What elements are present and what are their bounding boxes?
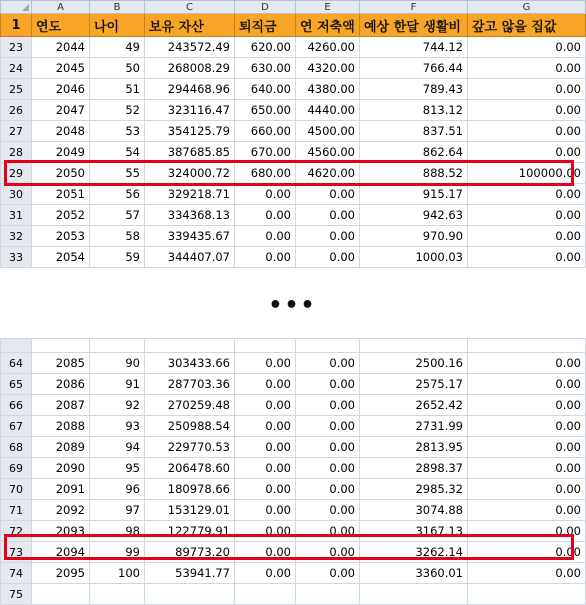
table-cell[interactable]: 0.00 [468, 479, 586, 500]
table-cell[interactable]: 0.00 [296, 563, 360, 584]
table-cell[interactable]: 2087 [32, 395, 90, 416]
table-cell[interactable]: 813.12 [360, 100, 468, 121]
table-cell[interactable]: 55 [90, 163, 145, 184]
table-cell[interactable]: 2086 [32, 374, 90, 395]
table-cell[interactable]: 270259.48 [145, 395, 235, 416]
table-cell[interactable]: 2051 [32, 184, 90, 205]
column-header-e[interactable]: E [296, 1, 360, 14]
table-cell[interactable]: 0.00 [296, 542, 360, 563]
column-title-cell[interactable]: 나이 [90, 14, 145, 37]
row-number[interactable]: 73 [1, 542, 32, 563]
column-title-cell[interactable]: 연 저축액 [296, 14, 360, 37]
table-cell[interactable]: 0.00 [468, 226, 586, 247]
table-cell[interactable]: 54 [90, 142, 145, 163]
table-row [1, 163, 586, 184]
table-cell[interactable]: 0.00 [296, 521, 360, 542]
table-cell[interactable]: 2054 [32, 247, 90, 268]
table-cell[interactable]: 323116.47 [145, 100, 235, 121]
select-all-corner[interactable] [1, 1, 32, 14]
table-cell[interactable]: 268008.29 [145, 58, 235, 79]
table-cell[interactable]: 0.00 [235, 184, 296, 205]
table-cell[interactable]: 2089 [32, 437, 90, 458]
table-cell[interactable]: 4500.00 [296, 121, 360, 142]
row-number[interactable]: 69 [1, 458, 32, 479]
table-cell[interactable]: 0.00 [296, 353, 360, 374]
table-row [1, 205, 586, 226]
omitted-rows-ellipsis: ••• [268, 293, 317, 318]
column-header-d[interactable]: D [235, 1, 296, 14]
table-row [1, 100, 586, 121]
spreadsheet-top-section [0, 0, 585, 270]
table-cell[interactable]: 0.00 [468, 542, 586, 563]
table-cell[interactable]: 2575.17 [360, 374, 468, 395]
table-cell[interactable]: 58 [90, 226, 145, 247]
table-cell[interactable]: 0.00 [296, 416, 360, 437]
table-cell[interactable]: 0.00 [468, 353, 586, 374]
row-number[interactable]: 23 [1, 37, 32, 58]
row-number[interactable]: 30 [1, 184, 32, 205]
table-cell[interactable]: 970.90 [360, 226, 468, 247]
table-cell[interactable] [32, 584, 90, 605]
table-cell[interactable]: 0.00 [468, 100, 586, 121]
table-cell[interactable]: 2813.95 [360, 437, 468, 458]
table-cell[interactable]: 49 [90, 37, 145, 58]
table-cell[interactable]: 630.00 [235, 58, 296, 79]
column-header-b[interactable]: B [90, 1, 145, 14]
table-cell[interactable]: 0.00 [235, 226, 296, 247]
table-row [1, 479, 586, 500]
row-number[interactable]: 74 [1, 563, 32, 584]
table-row [1, 374, 586, 395]
table-cell[interactable]: 4320.00 [296, 58, 360, 79]
table-cell[interactable]: 0.00 [468, 521, 586, 542]
table-row [1, 584, 586, 605]
table-cell[interactable]: 4380.00 [296, 79, 360, 100]
header-row [1, 14, 586, 37]
table-cell[interactable]: 744.12 [360, 37, 468, 58]
table-row [1, 121, 586, 142]
table-cell[interactable]: 57 [90, 205, 145, 226]
table-cell[interactable]: 942.63 [360, 205, 468, 226]
table-cell[interactable]: 2088 [32, 416, 90, 437]
row-number[interactable]: 25 [1, 79, 32, 100]
table-cell[interactable]: 0.00 [468, 416, 586, 437]
table-cell[interactable]: 0.00 [235, 247, 296, 268]
table-cell[interactable]: 0.00 [468, 374, 586, 395]
table-cell[interactable]: 2050 [32, 163, 90, 184]
table-cell[interactable]: 50 [90, 58, 145, 79]
table-cell[interactable]: 2985.32 [360, 479, 468, 500]
table-row [1, 458, 586, 479]
row-number[interactable]: 64 [1, 353, 32, 374]
table-cell[interactable]: 0.00 [468, 37, 586, 58]
table-row [1, 521, 586, 542]
table-cell[interactable]: 2053 [32, 226, 90, 247]
table-cell[interactable]: 59 [90, 247, 145, 268]
row-number[interactable]: 68 [1, 437, 32, 458]
table-cell[interactable]: 287703.36 [145, 374, 235, 395]
table-cell[interactable]: 2045 [32, 58, 90, 79]
row-number[interactable]: 24 [1, 58, 32, 79]
table-cell[interactable]: 93 [90, 416, 145, 437]
table-cell[interactable]: 2095 [32, 563, 90, 584]
table-cell[interactable]: 4440.00 [296, 100, 360, 121]
table-cell[interactable]: 0.00 [296, 458, 360, 479]
table-cell[interactable]: 2046 [32, 79, 90, 100]
table-cell[interactable]: 0.00 [468, 142, 586, 163]
row-number[interactable]: 70 [1, 479, 32, 500]
table-cell[interactable]: 0.00 [235, 353, 296, 374]
column-header-c[interactable]: C [145, 1, 235, 14]
column-title-cell[interactable]: 예상 한달 생활비 [360, 14, 468, 37]
table-cell[interactable]: 294468.96 [145, 79, 235, 100]
column-header-row [1, 1, 586, 14]
table-cell[interactable]: 100 [90, 563, 145, 584]
table-cell[interactable]: 51 [90, 79, 145, 100]
table-cell[interactable]: 303433.66 [145, 353, 235, 374]
table-cell[interactable]: 122779.91 [145, 521, 235, 542]
table-cell[interactable]: 0.00 [235, 395, 296, 416]
table-cell[interactable]: 229770.53 [145, 437, 235, 458]
table-cell[interactable]: 0.00 [468, 437, 586, 458]
table-cell[interactable]: 95 [90, 458, 145, 479]
table-cell[interactable]: 0.00 [468, 247, 586, 268]
table-cell[interactable]: 387685.85 [145, 142, 235, 163]
table-row [1, 353, 586, 374]
table-row [1, 247, 586, 268]
table-row [1, 563, 586, 584]
table-row [1, 542, 586, 563]
row-number[interactable]: 1 [1, 14, 32, 37]
row-number[interactable]: 71 [1, 500, 32, 521]
table-cell[interactable]: 0.00 [468, 58, 586, 79]
table-cell[interactable]: 4620.00 [296, 163, 360, 184]
row-number[interactable]: 72 [1, 521, 32, 542]
table-row [1, 184, 586, 205]
table-cell[interactable]: 3262.14 [360, 542, 468, 563]
table-cell[interactable]: 2049 [32, 142, 90, 163]
column-header-f[interactable]: F [360, 1, 468, 14]
table-cell[interactable]: 0.00 [235, 416, 296, 437]
table-row [1, 79, 586, 100]
table-cell[interactable]: 2731.99 [360, 416, 468, 437]
table-cell[interactable]: 91 [90, 374, 145, 395]
row-number[interactable]: 29 [1, 163, 32, 184]
table-cell[interactable]: 206478.60 [145, 458, 235, 479]
row-number[interactable]: 75 [1, 584, 32, 605]
table-cell[interactable]: 334368.13 [145, 205, 235, 226]
column-title-cell[interactable]: 보유 자산 [145, 14, 235, 37]
table-cell[interactable]: 339435.67 [145, 226, 235, 247]
table-row [1, 437, 586, 458]
table-cell[interactable]: 2091 [32, 479, 90, 500]
table-cell[interactable]: 89773.20 [145, 542, 235, 563]
table-cell[interactable]: 0.00 [235, 205, 296, 226]
table-cell[interactable]: 620.00 [235, 37, 296, 58]
table-cell[interactable]: 0.00 [296, 374, 360, 395]
table-cell[interactable]: 324000.72 [145, 163, 235, 184]
table-cell[interactable]: 56 [90, 184, 145, 205]
table-cell[interactable]: 0.00 [296, 395, 360, 416]
table-cell[interactable]: 0.00 [296, 205, 360, 226]
column-title-cell[interactable]: 갚고 않을 집값 [468, 14, 586, 37]
spreadsheet-grid-bottom [0, 338, 586, 605]
table-row [1, 395, 586, 416]
table-row [1, 58, 586, 79]
table-cell[interactable] [468, 584, 586, 605]
row-number[interactable]: 66 [1, 395, 32, 416]
table-cell[interactable]: 53941.77 [145, 563, 235, 584]
table-cell[interactable]: 915.17 [360, 184, 468, 205]
table-cell[interactable] [90, 584, 145, 605]
table-cell[interactable]: 344407.07 [145, 247, 235, 268]
table-cell[interactable]: 0.00 [296, 437, 360, 458]
row-number[interactable]: 32 [1, 226, 32, 247]
table-cell[interactable]: 0.00 [468, 500, 586, 521]
table-cell[interactable]: 670.00 [235, 142, 296, 163]
table-cell[interactable]: 250988.54 [145, 416, 235, 437]
table-cell[interactable]: 53 [90, 121, 145, 142]
table-cell[interactable]: 0.00 [296, 184, 360, 205]
table-cell[interactable]: 90 [90, 353, 145, 374]
table-cell[interactable]: 0.00 [235, 500, 296, 521]
table-cell[interactable]: 0.00 [468, 121, 586, 142]
table-cell[interactable]: 52 [90, 100, 145, 121]
row-number[interactable]: 28 [1, 142, 32, 163]
table-cell[interactable]: 0.00 [468, 458, 586, 479]
table-cell[interactable]: 837.51 [360, 121, 468, 142]
table-cell[interactable]: 153129.01 [145, 500, 235, 521]
table-cell[interactable]: 329218.71 [145, 184, 235, 205]
table-cell[interactable]: 2090 [32, 458, 90, 479]
table-cell[interactable]: 2093 [32, 521, 90, 542]
table-cell[interactable]: 3360.01 [360, 563, 468, 584]
table-cell[interactable]: 94 [90, 437, 145, 458]
table-cell[interactable]: 0.00 [468, 563, 586, 584]
table-cell[interactable]: 888.52 [360, 163, 468, 184]
table-cell[interactable]: 0.00 [296, 479, 360, 500]
row-number[interactable]: 27 [1, 121, 32, 142]
table-cell[interactable]: 680.00 [235, 163, 296, 184]
table-cell[interactable] [296, 584, 360, 605]
table-cell[interactable]: 0.00 [296, 500, 360, 521]
table-cell[interactable]: 0.00 [235, 437, 296, 458]
table-cell[interactable]: 99 [90, 542, 145, 563]
table-cell[interactable]: 0.00 [235, 521, 296, 542]
table-cell[interactable]: 1000.03 [360, 247, 468, 268]
table-cell[interactable]: 2048 [32, 121, 90, 142]
table-cell[interactable] [145, 584, 235, 605]
table-cell[interactable] [360, 584, 468, 605]
table-cell[interactable]: 2652.42 [360, 395, 468, 416]
row-number[interactable]: 33 [1, 247, 32, 268]
table-cell[interactable]: 0.00 [235, 458, 296, 479]
table-cell[interactable]: 92 [90, 395, 145, 416]
table-cell[interactable]: 3074.88 [360, 500, 468, 521]
table-cell[interactable]: 0.00 [468, 205, 586, 226]
table-cell[interactable]: 180978.66 [145, 479, 235, 500]
table-cell[interactable]: 243572.49 [145, 37, 235, 58]
table-cell[interactable]: 862.64 [360, 142, 468, 163]
table-row [1, 142, 586, 163]
table-row [1, 500, 586, 521]
spreadsheet-bottom-section [0, 338, 585, 601]
table-cell[interactable]: 0.00 [296, 247, 360, 268]
table-cell[interactable]: 0.00 [296, 226, 360, 247]
table-cell[interactable]: 2898.37 [360, 458, 468, 479]
column-header-g[interactable]: G [468, 1, 586, 14]
table-cell[interactable]: 2092 [32, 500, 90, 521]
table-cell[interactable]: 100000.00 [468, 163, 586, 184]
table-cell[interactable]: 2085 [32, 353, 90, 374]
table-cell[interactable]: 2500.16 [360, 353, 468, 374]
table-cell[interactable]: 97 [90, 500, 145, 521]
table-cell[interactable]: 2094 [32, 542, 90, 563]
spreadsheet-grid-top [0, 0, 586, 268]
table-cell[interactable] [235, 584, 296, 605]
row-number[interactable]: 31 [1, 205, 32, 226]
table-row [1, 416, 586, 437]
table-cell[interactable]: 2044 [32, 37, 90, 58]
table-cell[interactable]: 660.00 [235, 121, 296, 142]
table-cell[interactable]: 0.00 [468, 395, 586, 416]
row-number[interactable]: 65 [1, 374, 32, 395]
table-cell[interactable]: 0.00 [235, 563, 296, 584]
partial-row-above [1, 339, 586, 353]
table-cell[interactable]: 4260.00 [296, 37, 360, 58]
table-cell[interactable]: 0.00 [235, 374, 296, 395]
table-cell[interactable]: 0.00 [235, 542, 296, 563]
column-title-cell[interactable]: 연도 [32, 14, 90, 37]
table-cell[interactable]: 2052 [32, 205, 90, 226]
table-cell[interactable]: 3167.13 [360, 521, 468, 542]
table-row [1, 37, 586, 58]
table-cell[interactable]: 4560.00 [296, 142, 360, 163]
table-cell[interactable]: 766.44 [360, 58, 468, 79]
row-number[interactable]: 67 [1, 416, 32, 437]
column-header-a[interactable]: A [32, 1, 90, 14]
table-cell[interactable]: 640.00 [235, 79, 296, 100]
table-cell[interactable]: 354125.79 [145, 121, 235, 142]
table-cell[interactable]: 2047 [32, 100, 90, 121]
table-cell[interactable]: 0.00 [468, 184, 586, 205]
table-cell[interactable]: 650.00 [235, 100, 296, 121]
table-cell[interactable]: 98 [90, 521, 145, 542]
table-cell[interactable]: 0.00 [235, 479, 296, 500]
row-number[interactable]: 26 [1, 100, 32, 121]
column-title-cell[interactable]: 퇴직금 [235, 14, 296, 37]
table-cell[interactable]: 0.00 [468, 79, 586, 100]
table-cell[interactable]: 789.43 [360, 79, 468, 100]
table-row [1, 226, 586, 247]
table-cell[interactable]: 96 [90, 479, 145, 500]
